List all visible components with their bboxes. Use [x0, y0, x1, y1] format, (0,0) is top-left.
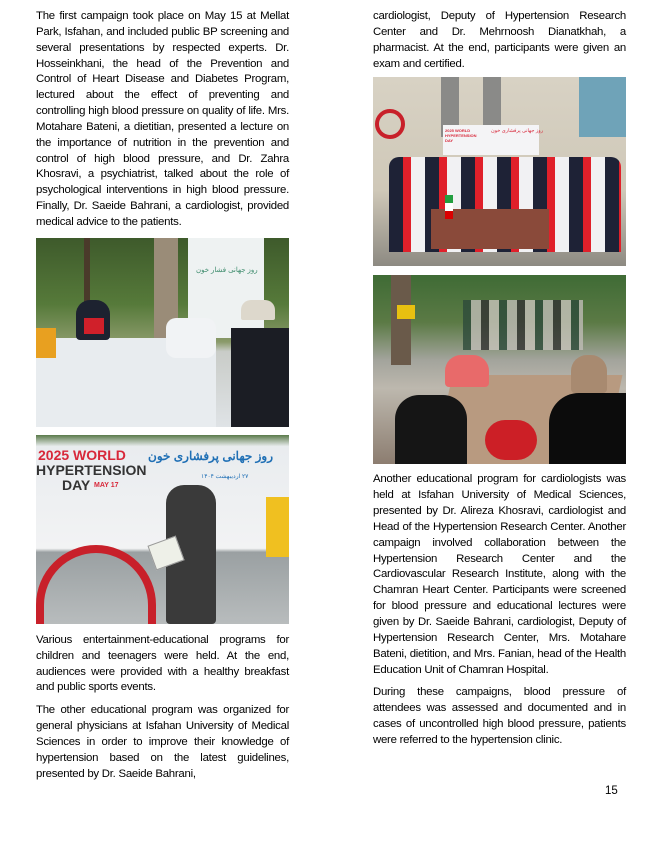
paragraph-first-campaign: The first campaign took place on May 15 at Mellat Park, Isfahan, and included public BP screening and several presentations by respected experts. Dr. Hosseinkhani, the head of the Prevention and Control of Heart Disease and Diabetes Program, lectured about the effect of preventing and controlling high blood pressure on quality of life. Mrs. Motahare Bateni, a dietitian, presented a lecture on the importance of nutrition in the prevention and control of high blood pressure, and Dr. Zahra Khosravi, a psychiatrist, talked about the role of psychological interventions in high blood pressure. Finally, Dr. Saeide Bahrani, a cardiologist, provided medical advice to the patients. [36, 10, 289, 228]
banner-text: روز جهانی فشار خون [196, 266, 258, 274]
girl-pink-shirt [445, 355, 489, 387]
banner-fa-title: روز جهانی پرفشاری خون [148, 448, 274, 463]
paragraph-continued: cardiologist, Deputy of Hypertension Research Center and Dr. Mehrnoosh Dianatkhah, a pharmacist. At the end, participants were given an exam and certified. [373, 10, 626, 70]
red-scarf [84, 318, 104, 334]
banner-text-fa: روز جهانی پرفشاری خون [491, 128, 544, 135]
banner-text-en: 2025 WORLD HYPERTENSION DAY [445, 128, 477, 144]
page-number: 15 [605, 785, 618, 797]
paragraph-entertainment-programs: Various entertainment-educational programs for children and teenagers were held. At the end, audiences were provided with a healthy breakfast and public sports events. [36, 633, 289, 694]
girl-black-jacket [395, 395, 467, 464]
photo-group-red-scarves [373, 77, 626, 266]
paragraph-cardiologists-program: Another educational program for cardiologists was held at Isfahan University of Medical Sciences, presented by Dr. Alireza Khosravi, cardiologist and Head of the Hypertension Research Center. Another campaign involved collaboration between the Hypertension Research Center and the Cardiovascular Research Institute, along with the Chamran Heart Center. Participants were screened for blood pressure and educational lectures were given by Dr. Saeide Bahrani, cardiologist, Deputy of Hypertension Research Center, Mrs. Motahare Bateni, dietition, and Mrs. Fanian, head of the Health Education Unit of Chamran Hospital. [373, 473, 626, 676]
window [579, 77, 626, 137]
tree-trunk [391, 275, 411, 365]
banner-en-line3: DAY [62, 476, 91, 493]
patient-cap [241, 300, 275, 320]
paragraph-physicians-program: The other educational program was organized for general physicians at Isfahan University of Medical Sciences in order to improve their knowledge of hypertension based on the latest guidelines, presented by Dr. Saeide Bahrani, [36, 704, 289, 780]
red-heart-decoration [36, 545, 156, 624]
yellow-bucket [397, 305, 415, 319]
banner-en-line2: HYPERTENSION [36, 461, 147, 478]
banner-date: MAY 17 [94, 481, 119, 489]
people-background [463, 300, 583, 350]
paragraph-bp-assessment: During these campaigns, blood pressure of attendees was assessed and documented and in cases of uncontrolled high blood pressure, patients were referred to the hypertension clinic. [373, 686, 626, 746]
yellow-poster [266, 497, 289, 557]
red-heart-wreath [375, 109, 405, 139]
photo-child-bp-monitor [36, 435, 289, 624]
doctor-white-coat [166, 318, 216, 358]
boy [571, 355, 607, 393]
man-yellow-shirt [36, 328, 56, 358]
red-plush-toy [485, 420, 537, 460]
person-black-chador [549, 393, 626, 464]
photo-bp-screening-park [36, 238, 289, 427]
right-column [373, 9, 626, 749]
banner-fa-date: ۲۷ اردیبهشت ۱۴۰۴ [201, 473, 249, 480]
photo-children-drawing [373, 275, 626, 464]
left-column [36, 9, 289, 782]
patient-man [231, 328, 289, 427]
iran-flag [445, 195, 453, 219]
banner-en-line1: 2025 WORLD [38, 446, 126, 463]
